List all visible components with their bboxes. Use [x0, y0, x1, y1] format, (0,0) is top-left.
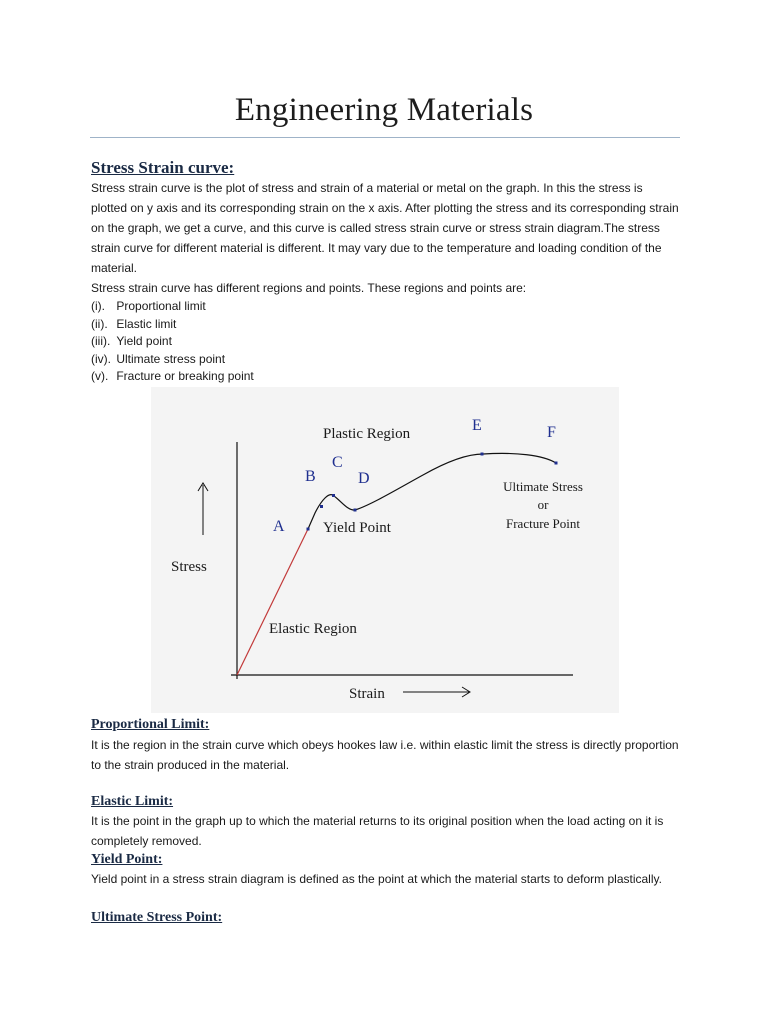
ultimate-stress-heading: Ultimate Stress Point: — [91, 910, 223, 925]
list-item-number: (i). — [91, 299, 105, 313]
yield-point-heading: Yield Point: — [91, 852, 163, 867]
list-item — [91, 316, 254, 334]
regions-list — [91, 298, 254, 386]
list-item-text: Fracture or breaking point — [116, 369, 254, 383]
list-item — [91, 333, 254, 351]
point-c-marker — [332, 494, 335, 497]
list-item-text: Yield point — [116, 334, 172, 348]
list-item-text: Proportional limit — [116, 299, 206, 313]
point-a-label: A — [273, 518, 285, 535]
point-f-label: F — [547, 424, 556, 441]
point-a-marker — [307, 528, 310, 531]
point-b-label: B — [305, 468, 316, 485]
point-d-label: D — [358, 470, 370, 487]
stress-strain-diagram — [151, 387, 619, 713]
point-e-label: E — [472, 417, 482, 434]
list-item — [91, 351, 254, 369]
point-e-marker — [481, 453, 484, 456]
proportional-limit-text: It is the region in the strain curve which obeys hookes law i.e. within elastic limit the stress is directly proportion to the strain produced in the material. — [91, 738, 679, 772]
list-item-number: (iii). — [91, 334, 111, 348]
list-item — [91, 298, 254, 316]
yield-point-text: Yield point in a stress strain diagram is defined as the point at which the material starts to deform plastically. — [91, 872, 662, 886]
stress-axis-label: Stress — [171, 559, 207, 575]
list-item — [91, 368, 254, 386]
elastic-line — [237, 529, 308, 675]
yield-point-label: Yield Point — [323, 520, 391, 536]
diagram-canvas — [151, 387, 619, 713]
elastic-limit-text: It is the point in the graph up to which the material returns to its original position when the load acting on it is completely removed. — [91, 814, 664, 848]
elastic-limit-heading: Elastic Limit: — [91, 794, 174, 809]
fracture-point-label: Fracture Point — [505, 516, 581, 531]
point-c-label: C — [332, 454, 343, 471]
list-item-text: Elastic limit — [116, 316, 177, 331]
or-label: or — [537, 497, 549, 512]
section-heading-stress-strain: Stress Strain curve: — [91, 158, 235, 177]
point-f-marker — [555, 462, 558, 465]
title-divider — [90, 137, 680, 138]
strain-axis-label: Strain — [349, 686, 385, 702]
elastic-region-label: Elastic Region — [269, 621, 357, 637]
intro-paragraph: Stress strain curve is the plot of stress and strain of a material or metal on the graph. In this the stress is plotted on y axis and its corresponding strain on the x axis. After plotting the stress and its corresponding strain on the graph, we get a curve, and this curve is called stress strain curve or stress strain diagram.The stress strain curve for different material is different. It may vary due to the temperature and loading condition of the material. — [91, 181, 679, 275]
list-item-number: (ii). — [91, 316, 108, 331]
list-item-number: (v). — [91, 369, 109, 383]
regions-intro: Stress strain curve has different regions and points. These regions and points are: — [91, 281, 527, 295]
point-b-marker — [320, 505, 323, 508]
proportional-limit-heading: Proportional Limit: — [91, 717, 210, 732]
list-item-text: Ultimate stress point — [116, 351, 226, 366]
document-title: Engineering Materials — [234, 92, 534, 128]
ultimate-stress-label: Ultimate Stress — [503, 479, 583, 494]
plastic-region-label: Plastic Region — [323, 426, 411, 442]
list-item-number: (iv). — [91, 351, 111, 366]
point-d-marker — [354, 509, 357, 512]
